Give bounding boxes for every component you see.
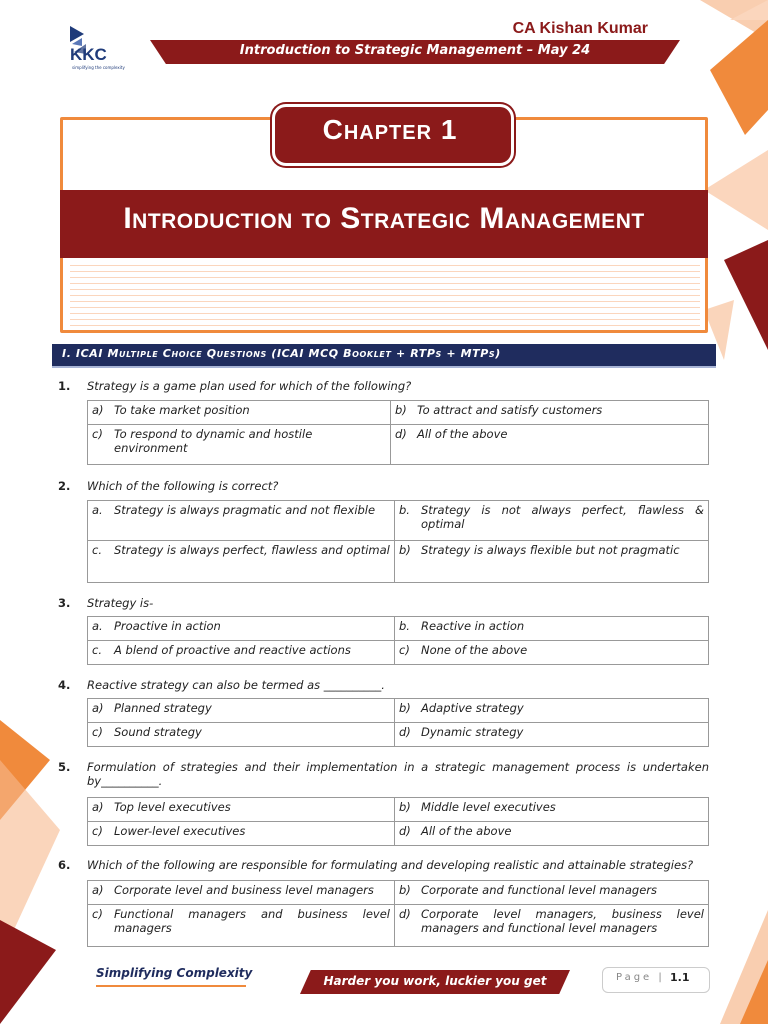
option-text: Middle level executives bbox=[421, 800, 556, 814]
header-title: Introduction to Strategic Management – May 24 bbox=[239, 43, 591, 58]
side-decoration-right bbox=[704, 150, 768, 360]
option-letter: a) bbox=[92, 403, 104, 417]
section-title: I. ICAI Multiple Choice Questions (ICAI MCQ Booklet + RTPs + MTPs) bbox=[62, 347, 501, 360]
option-letter: c) bbox=[92, 907, 103, 921]
option-cell[interactable] bbox=[88, 425, 391, 465]
option-letter: b) bbox=[399, 543, 411, 557]
question-stem: Formulation of strategies and their implementation in a strategic management process is undertaken by__________. bbox=[87, 760, 709, 788]
options-table bbox=[87, 400, 709, 465]
option-cell[interactable] bbox=[88, 881, 395, 905]
option-cell[interactable] bbox=[395, 723, 709, 747]
option-letter: d) bbox=[395, 427, 407, 441]
option-cell[interactable] bbox=[88, 699, 395, 723]
footer-motto: Harder you work, luckier you get bbox=[323, 974, 547, 988]
option-text: All of the above bbox=[417, 427, 508, 441]
option-letter: a. bbox=[92, 503, 103, 517]
option-text: All of the above bbox=[421, 824, 512, 838]
option-text: Strategy is always pragmatic and not flexible bbox=[114, 503, 376, 517]
option-letter: c) bbox=[92, 427, 103, 441]
option-text: None of the above bbox=[421, 643, 528, 657]
option-letter: c. bbox=[92, 643, 102, 657]
option-text: To take market position bbox=[114, 403, 250, 417]
option-text: Adaptive strategy bbox=[421, 701, 524, 715]
option-text: Top level executives bbox=[114, 800, 231, 814]
logo-text: KKC bbox=[70, 45, 107, 64]
question bbox=[58, 479, 710, 495]
question bbox=[58, 760, 710, 792]
bottom-decoration-right bbox=[700, 900, 768, 1024]
option-cell[interactable] bbox=[88, 617, 395, 641]
option-text: Dynamic strategy bbox=[421, 725, 524, 739]
options-table bbox=[87, 880, 709, 947]
chapter-lines bbox=[70, 260, 700, 330]
question bbox=[58, 596, 710, 612]
question-stem: Strategy is a game plan used for which of the following? bbox=[87, 379, 412, 393]
question-stem: Reactive strategy can also be termed as __________. bbox=[87, 678, 385, 692]
option-text: Strategy is not always perfect, flawless & optimal bbox=[421, 503, 704, 531]
question-number: 6. bbox=[58, 858, 71, 872]
option-text: To attract and satisfy customers bbox=[417, 403, 603, 417]
option-letter: c. bbox=[92, 543, 102, 557]
footer-underline bbox=[96, 985, 246, 987]
option-letter: b) bbox=[399, 800, 411, 814]
option-text: Reactive in action bbox=[421, 619, 525, 633]
option-letter: b) bbox=[399, 883, 411, 897]
option-letter: d) bbox=[399, 824, 411, 838]
question-number: 1. bbox=[58, 379, 71, 393]
logo-tagline: simplifying the complexity bbox=[72, 65, 125, 70]
option-letter: b) bbox=[395, 403, 407, 417]
option-cell[interactable] bbox=[395, 541, 709, 583]
question-stem: Which of the following are responsible for formulating and developing realistic and attainable strategies? bbox=[87, 858, 694, 872]
option-letter: d) bbox=[399, 907, 411, 921]
chapter-title: Introduction to Strategic Management bbox=[123, 202, 645, 235]
page-label: Page | bbox=[616, 972, 665, 983]
option-cell[interactable] bbox=[391, 425, 709, 465]
chapter-label: Chapter 1 bbox=[322, 114, 458, 145]
option-cell[interactable] bbox=[88, 541, 395, 583]
option-text: Corporate and functional level managers bbox=[421, 883, 657, 897]
question-number: 5. bbox=[58, 760, 71, 774]
option-cell[interactable] bbox=[88, 641, 395, 665]
option-text: To respond to dynamic and hostile environment bbox=[114, 427, 313, 455]
option-cell[interactable] bbox=[88, 798, 395, 822]
option-letter: a) bbox=[92, 800, 104, 814]
option-letter: b) bbox=[399, 701, 411, 715]
option-letter: a. bbox=[92, 619, 103, 633]
option-text: Sound strategy bbox=[114, 725, 202, 739]
option-cell[interactable] bbox=[395, 617, 709, 641]
question-stem: Which of the following is correct? bbox=[87, 479, 279, 493]
side-decoration-left bbox=[0, 700, 60, 1024]
option-letter: b. bbox=[399, 619, 410, 633]
question bbox=[58, 379, 710, 395]
option-cell[interactable] bbox=[88, 501, 395, 541]
options-table bbox=[87, 797, 709, 846]
option-letter: c) bbox=[92, 824, 103, 838]
option-text: Corporate level managers, business level managers and functional level managers bbox=[421, 907, 704, 935]
option-letter: a) bbox=[92, 883, 104, 897]
option-cell[interactable] bbox=[395, 905, 709, 947]
option-text: A blend of proactive and reactive actions bbox=[114, 643, 351, 657]
footer-tagline: Simplifying Complexity bbox=[96, 966, 253, 980]
option-letter: a) bbox=[92, 701, 104, 715]
question-number: 2. bbox=[58, 479, 71, 493]
option-text: Strategy is always flexible but not pragmatic bbox=[421, 543, 680, 557]
option-text: Functional managers and business level managers bbox=[114, 907, 390, 935]
option-cell[interactable] bbox=[395, 881, 709, 905]
option-cell[interactable] bbox=[395, 641, 709, 665]
option-text: Proactive in action bbox=[114, 619, 221, 633]
option-cell[interactable] bbox=[395, 699, 709, 723]
question bbox=[58, 858, 710, 874]
option-text: Strategy is always perfect, flawless and optimal bbox=[114, 543, 390, 557]
author-name: CA Kishan Kumar bbox=[512, 20, 648, 37]
option-letter: c) bbox=[92, 725, 103, 739]
option-letter: d) bbox=[399, 725, 411, 739]
option-cell[interactable] bbox=[88, 905, 395, 947]
option-letter: b. bbox=[399, 503, 410, 517]
option-text: Lower-level executives bbox=[114, 824, 246, 838]
option-text: Planned strategy bbox=[114, 701, 212, 715]
option-cell[interactable] bbox=[88, 822, 395, 846]
question-number: 3. bbox=[58, 596, 71, 610]
options-table bbox=[87, 698, 709, 747]
options-table bbox=[87, 500, 709, 583]
question-stem: Strategy is- bbox=[87, 596, 154, 610]
option-letter: c) bbox=[399, 643, 410, 657]
page-number: 1.1 bbox=[670, 971, 690, 984]
question bbox=[58, 678, 710, 694]
option-text: Corporate level and business level managers bbox=[114, 883, 374, 897]
option-cell[interactable] bbox=[395, 798, 709, 822]
question-number: 4. bbox=[58, 678, 71, 692]
option-cell[interactable] bbox=[391, 401, 709, 425]
options-table bbox=[87, 616, 709, 665]
option-cell[interactable] bbox=[88, 401, 391, 425]
option-cell[interactable] bbox=[395, 501, 709, 541]
option-cell[interactable] bbox=[88, 723, 395, 747]
option-cell[interactable] bbox=[395, 822, 709, 846]
